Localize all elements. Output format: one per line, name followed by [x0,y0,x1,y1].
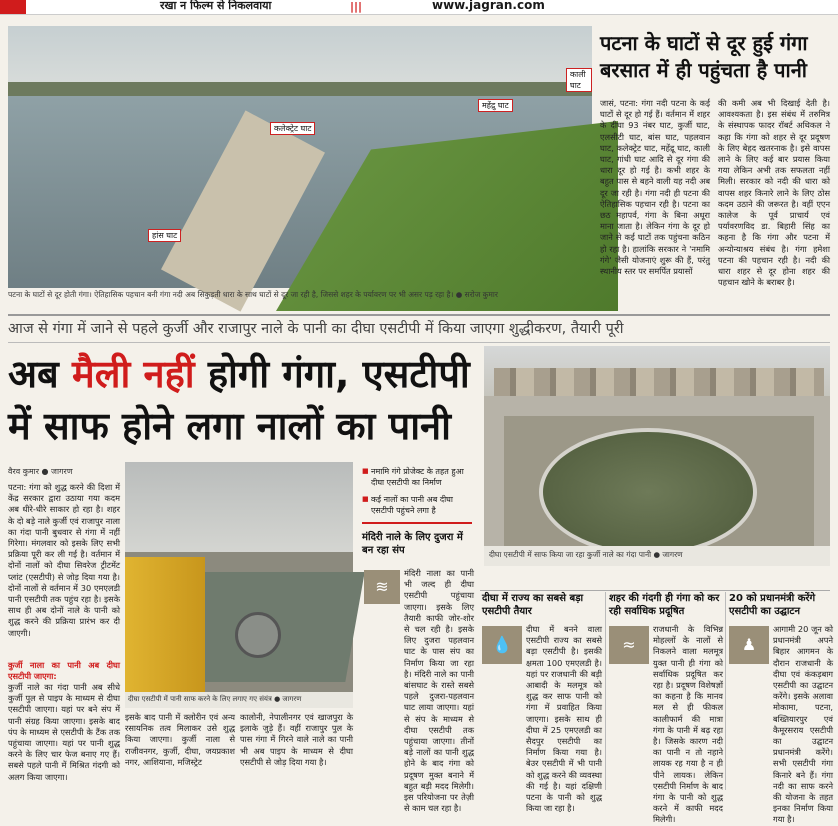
highlight-item: ■ कई नालों का पानी अब दीघा एसटीपी पहुंचने लगा है [362,494,472,516]
article-column: जासं, पटना: गंगा नदी पटना के कई घाटों से दूर हो गई हैं। वर्तमान में शहर के दीघा 93 नंबर घाट, कुर्जी घाट, एलसीटी घाट, बांस घाट, पहलवान घाट, कलेक्ट्रेट घाट, महेंद्रू घाट, काली घाट, गांधी घाट आदि से दूर गंगा की धारा दूर हो गई है। कभी शहर के बहुत पास से बहने वाली यह नदी अब दूर जा रही है। गंगा नदी ही पटना की ऐतिहासिक पहचान रही है। पटना का छठ महापर्व, गंगा के बिना अधूरा माना जाता है। लेकिन गंगा के दूर हो जाने से कई घाटों तक पहुंचना कठिन हो रहा है। हालांकि सरकार ने 'नमामि गंगे' जैसी योजनाएं शुरू की हैं, परंतु स्थानीय स्तर पर समर्पित प्रयासों [600,98,710,277]
photo-label: महेंद्रु घाट [478,99,513,112]
article-column: की कमी अब भी दिखाई देती है। आवश्यकता है। इस संबंध में तरुमित्र के संस्थापक फादर रॉबर्ट अथिकल ने कहा कि गंगा को शहर से दूर प्रदूषण के लिए बेहद खतरनाक है। इसे वापस लाने के लिए कई बार प्रयास किया गया लेकिन अभी तक सफलता नहीं मिली। सरकार को नदी की धारा को वापस शहर किनारे लाने के लिए ठोस कदम उठाने की जरूरत है। वहीं एएन कालेज के पूर्व प्राचार्य एवं पर्यावरणविद डा. बिहारी सिंह का कहना है कि गंगा और पटना में अन्योन्याश्रय संबंध है। गंगा हमेशा पटना की पहचान रही है। नदी की धारा शहर से दूर होना शहर की पहचान खोने के बराबर है। [718,98,830,288]
masthead-logo-fragment [0,0,26,14]
photo-label: काली घाट [566,68,592,92]
masthead-strip-text: रखा न फिल्म से निकलवाया [160,0,272,12]
photo-label: कलेक्ट्रेट घाट [270,122,315,135]
drop-icon: 💧 [482,626,522,664]
photo-valve [235,612,281,658]
waves-icon: ≋ [364,570,400,604]
red-divider [362,522,472,524]
article-column: इसके बाद पानी में क्लोरीन एवं अन्य रसायनिक तत्व मिलाकर उसे शुद्ध किया जाएगा। कुर्जी नाला से राजीवनगर, कुर्जी, दीघा, जयप्रकाश नगर, आशियाना, मजिस्ट्रेट [125,712,235,767]
byline: वैरव कुमार ● जागरण [8,467,73,476]
box-heading: दीघा में राज्य का सबसे बड़ा एसटीपी तैयार [482,593,584,617]
highlights-box [362,466,472,557]
stp-photo [484,346,830,566]
separator-bars-icon: ||| [350,0,363,13]
article-column: कालोनी, नेपालीनगर एवं खाजपुरा के इलाके जुड़े हैं। वहीं राजापुर पुल के पास गंगा में गिरने वाले नाले का पानी भी अब पाइप के माध्यम से दीघा एसटीपी से जोड़ दिया गया है। [240,712,353,767]
sidebar-text: मंदिरी नाला का पानी भी जल्द ही दीघा एसटीपी पहुंचाया जाएगा। इसके लिए तैयारी काफी जोर-शोर से चल रही है। इसके लिए दुजरा पहलवान घाट के पास संप का निर्माण किया जा रहा है। मंदिरी नाले का पानी बांसघाट के रास्ते सबसे पहले दुजरा-पहलवान घाट लाया जाएगा। यहां से संप के माध्यम से दीघा एसटीपी तक पहुंचाया जाएगा। तीनों बड़े नालों का पानी शुद्ध होने के बाद गंगा को प्रदूषण मुक्त बनाने में बहुत बड़ी मदद मिलेगी। इस परियोजना पर तेज़ी से काम चल रहा है। [404,568,474,814]
photo-sky [8,26,592,86]
photo-buildings [494,368,824,396]
box-heading: शहर की गंदगी ही गंगा को कर रही सर्वाधिक प्रदूषित [609,593,720,617]
masthead-website[interactable]: www.jagran.com [432,0,545,12]
article-column: कुर्जी नाले का गंदा पानी अब सीधे कुर्जी पुल से पाइप के माध्यम से दीघा एसटीपी जाएगा। यहां पर बने संप में पानी संग्रह किया जाएगा। इसके बाद पंप के माध्यम से एसटीपी के टैंक तक पहुंचाया जाएगा। यहां पर पानी शुद्ध करने के लिए चार फेज बनाए गए हैं। सबसे पहले पानी में मिश्रित गंदगी को अलग किया जाएगा। [8,682,120,782]
ghat-photo [8,26,592,288]
box-heading: 20 को प्रधानमंत्री करेंगे एसटीपी का उद्घाटन [729,593,816,617]
kicker: आज से गंगा में जाने से पहले कुर्जी और राजापुर नाले के पानी का दीघा एसटीपी में किया जाएगा शुद्धीकरण, तैयारी पूरी [8,314,830,343]
divider [725,592,726,790]
masthead-strip [0,0,838,15]
plant-photo [125,462,353,708]
photo-caption: पटना के घाटों से दूर होती गंगा। ऐतिहासिक पहचान बनी गंगा नदी अब सिकुड़ती धारा के साथ घाटों से दूर जा रही है, जिससे शहर के पर्यावरण पर भी असर पड़ रहा है। ● सरोज कुमार [8,290,498,299]
waves-icon: ≈ [609,626,649,664]
meeting-icon: ♟ [729,626,769,664]
photo-caption: दीघा एसटीपी में साफ किया जा रहा कुर्जी नाले का गंदा पानी ● जागरण [489,550,683,559]
headline: अब मैली नहीं होगी गंगा, एसटीपी में साफ होने लगा नालों का पानी [8,352,470,448]
sidebar-heading: मंदिरी नाले के लिए दुजरा में बन रहा संप [362,532,463,556]
divider [480,590,830,591]
box-text-continued [482,666,602,790]
photo-clarifier-tank [539,428,757,556]
photo-railing [125,557,205,697]
divider [605,592,606,790]
box-text: आगामी 20 जून को प्रधानमंत्री अपने बिहार आगमन के दौरान राजधानी के दीघा एवं कंकड़बाग एसटीपी का उद्घाटन करेंगे। इसके अलावा मोकामा, पटना, बख्तियारपुर एवं कैमूरसराय एसटीपी का उद्घाटन प्रधानमंत्री करेंगे। सभी एसटीपी गंगा किनारे बने हैं। गंगा नदी का साफ करने की योजना के तहत इनका निर्माण किया गया है। [773,624,833,825]
photo-caption: दीघा एसटीपी में पानी साफ करने के लिए लगाए गए संयंत्र ● जागरण [128,695,302,703]
photo-sky [125,462,353,552]
headline: पटना के घाटों से दूर हुई गंगा बरसात में ही पहुंचता है पानी [600,31,808,82]
box-text: राजधानी के विभिन्न मोहल्लों के नालों से निकलने वाला मलमूत्र युक्त पानी ही गंगा को सर्वाधिक प्रदूषित कर रहा है। प्रदूषण विशेषज्ञों का कहना है कि मानव मल से ही फीकल कालीफार्म की मात्रा गंगा के पानी में बढ़ रहा है। जिसके कारण नदी का पानी न तो नहाने लायक रह गया है न ही पीने लायक। लेकिन एसटीपी निर्माण के बाद गंगा के पानी को शुद्ध करने में काफी मदद मिलेगी। [653,624,723,825]
article-column: पटना: गंगा को शुद्ध करने की दिशा में केंद्र सरकार द्वारा उठाया गया कदम अब धीरे-धीरे साकार हो रहा है। शहर के दो बड़े नाले कुर्जी एवं राजापुर नाला का गंदा पानी बुधवार से गंगा में नहीं गिरेगा। मंगलवार को इसके लिए सभी प्रक्रिया पूरी कर ली गई है। वर्तमान में दोनों नालों को दीघा सिवरेज ट्रीटमेंट प्लांट (एसटीपी) से जोड़ दिया गया है। दोनों नालों से वर्तमान में 30 एमएलडी पानी एसटीपी तक पहुंच रहा है। इसके साथ ही अब दोनों नाले के पानी को शुद्ध करने की प्रक्रिया प्रारंभ कर दी जाएगी। [8,482,120,638]
highlight-item: ■ नमामि गंगे प्रोजेक्ट के तहत हुआ दीघा एसटीपी का निर्माण [362,466,472,488]
photo-label: हांस घाट [148,229,181,242]
article-subhead: कुर्जी नाला का पानी अब दीघा एसटीपी जाएगा: [8,660,120,682]
box-text: दीघा में बनने वाला एसटीपी राज्य का सबसे बड़ा एसटीपी है। इसकी क्षमता 100 एमएलडी है। यहां पर राजधानी की बड़ी आबादी के मलमूत्र को शुद्ध कर साफ पानी को गंगा में प्रवाहित किया जाएगा। इसके साथ ही दीघा में 25 एमएलडी का सैदपुर एसटीपी का निर्माण किया गया है। बेउर एसटीपी में भी पानी को शुद्ध करने की व्यवस्था की गई है। यहां दक्षिणी पटना के पानी को शुद्ध किया जा रहा है। [526,624,602,814]
